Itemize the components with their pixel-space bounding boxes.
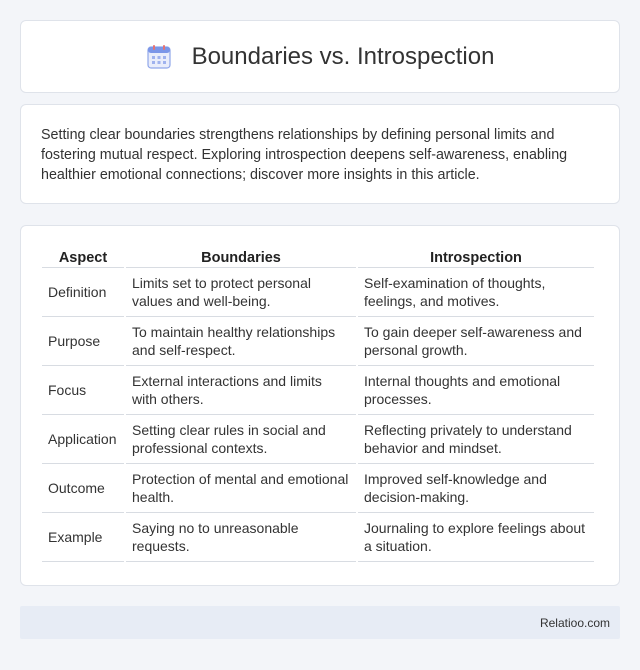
row-boundaries: Saying no to unreasonable requests. xyxy=(126,513,356,562)
table-header-row xyxy=(42,244,594,268)
footer xyxy=(20,606,620,639)
title-card xyxy=(20,20,620,93)
row-boundaries: External interactions and limits with others. xyxy=(126,366,356,415)
table-row xyxy=(42,415,594,464)
row-boundaries: To maintain healthy relationships and self-respect. xyxy=(126,317,356,366)
table-row xyxy=(42,268,594,317)
header-aspect: Aspect xyxy=(42,244,124,268)
row-boundaries: Protection of mental and emotional health. xyxy=(126,464,356,513)
row-introspection: Improved self-knowledge and decision-making. xyxy=(358,464,594,513)
row-introspection: Self-examination of thoughts, feelings, and motives. xyxy=(358,268,594,317)
row-introspection: Reflecting privately to understand behavior and mindset. xyxy=(358,415,594,464)
table-row xyxy=(42,464,594,513)
row-aspect: Definition xyxy=(42,268,124,317)
page-title: Boundaries vs. Introspection xyxy=(191,42,495,70)
table-row xyxy=(42,513,594,562)
table-row xyxy=(42,317,594,366)
calendar-icon xyxy=(146,44,172,70)
comparison-table-card xyxy=(20,225,620,586)
table-row xyxy=(42,366,594,415)
row-introspection: Journaling to explore feelings about a situation. xyxy=(358,513,594,562)
comparison-table xyxy=(40,244,596,562)
row-introspection: Internal thoughts and emotional processes. xyxy=(358,366,594,415)
header-introspection: Introspection xyxy=(358,244,594,268)
row-aspect: Purpose xyxy=(42,317,124,366)
row-aspect: Example xyxy=(42,513,124,562)
intro-card xyxy=(20,104,620,204)
header-boundaries: Boundaries xyxy=(126,244,356,268)
row-aspect: Application xyxy=(42,415,124,464)
row-introspection: To gain deeper self-awareness and personal growth. xyxy=(358,317,594,366)
row-boundaries: Setting clear rules in social and professional contexts. xyxy=(126,415,356,464)
row-boundaries: Limits set to protect personal values and well-being. xyxy=(126,268,356,317)
intro-text: Setting clear boundaries strengthens relationships by defining personal limits and fostering mutual respect. Exploring introspection deepens self-awareness, enabling healthier emotional connections; discover more insights in this article. xyxy=(41,127,568,183)
row-aspect: Outcome xyxy=(42,464,124,513)
footer-brand[interactable]: Relatioo.com xyxy=(539,615,610,630)
row-aspect: Focus xyxy=(42,366,124,415)
